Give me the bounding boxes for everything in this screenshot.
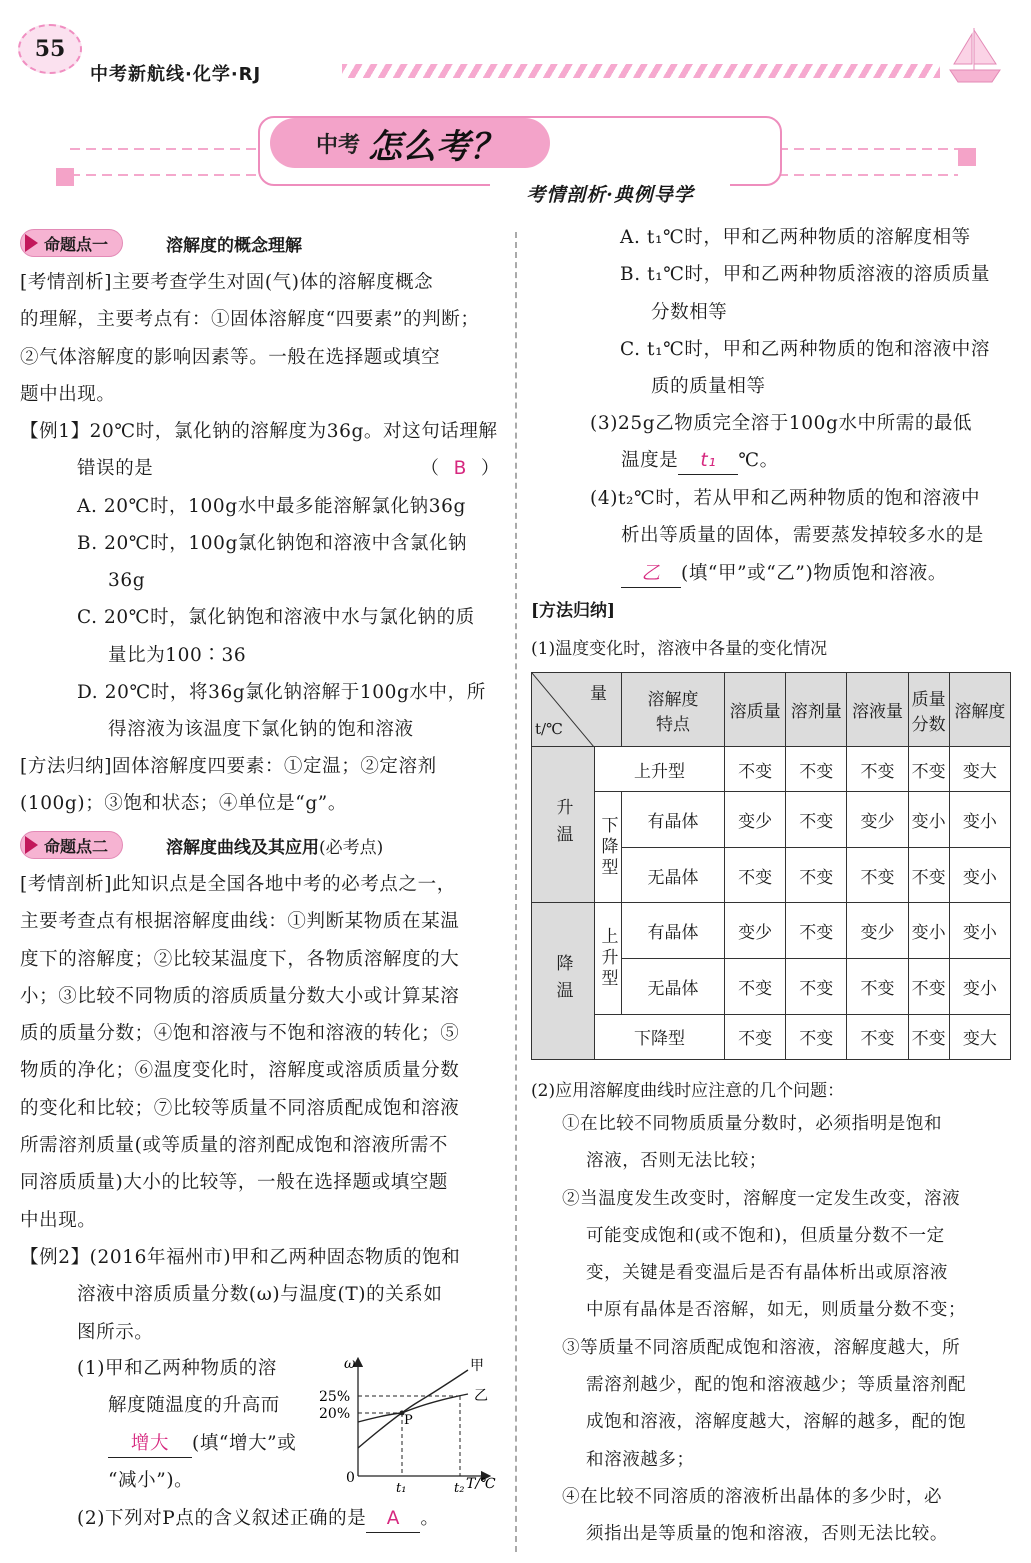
table-corner: 量 t/℃ [532, 673, 622, 747]
point-p-label: P [404, 1413, 413, 1428]
banner-line-right [778, 148, 958, 150]
method2-title: [方法归纳] [531, 601, 616, 621]
section1-title: 溶解度的概念理解 [166, 236, 302, 256]
q3-answer: t₁ [678, 448, 738, 475]
banner-subtitle: 考情剖析·典例导学 [490, 180, 730, 210]
th-solvent: 溶剂量 [786, 673, 847, 747]
section2-title: 溶解度曲线及其应用(必考点) [166, 838, 384, 858]
sailboat-icon [940, 20, 1010, 90]
option-d: D. 20℃时，将36g氯化钠溶解于100g水中，所 [77, 682, 486, 704]
option-c: C. 20℃时，氯化钠饱和溶液中水与氯化钠的质 [77, 607, 475, 629]
th-solubility-feature: 溶解度 特点 [622, 673, 725, 747]
section1-analysis: [考情剖析]主要考查学生对固(气)体的溶解度概念 的理解，主要考点有：①固体溶解度“四要素”的判断； ②气体溶解度的影响因素等。一般在选择题或填空 题中出现。 [20, 272, 480, 405]
curve-yi-label: 乙 [474, 1388, 488, 1404]
table-row: 下降型 不变 不变 不变 不变 变大 [532, 1014, 1011, 1059]
question3: (3)25g乙物质完全溶于100g水中所需的最低 温度是 t₁ ℃。 [590, 405, 1020, 480]
table-row: 升温 上升型 不变 不变 不变 不变 变大 [532, 747, 1011, 792]
banner-left: 中考 [315, 132, 360, 158]
play-icon [25, 234, 38, 252]
section2-analysis: [考情剖析]此知识点是全国各地中考的必考点之一， 主要考查点有根据溶解度曲线：①判断某物质在某温 度下的溶解度；②比较某温度下，各物质溶解度的大 小；③比较不同物质的溶质质量分数大小或计算某溶 质的质量分数；④饱和溶液与不饱和溶液的转化；⑤ 物质的净化；⑥温度变化时，溶解度或溶质质量分数 的变化和比较；⑦比较等质量不同溶质配成饱和溶液 所需溶剂质量(或等质量的溶剂配成饱和溶液所需不 同溶质质量)大小的比较等，一般在选择题或填空题 中出现。 [20, 874, 460, 1231]
banner-square-right [958, 148, 976, 166]
q4-answer: 乙 [621, 561, 681, 588]
x-tick-t1: t₁ [396, 1481, 407, 1496]
y-tick-20: 20% [319, 1406, 351, 1422]
change-table [531, 672, 1011, 1060]
example2: 【例2】(2016年福州市)甲和乙两种固态物质的饱和 溶液中溶质质量分数(ω)与温度(T)的关系如 图所示。 [20, 1247, 461, 1343]
option-b: B. 20℃时，100g氯化钠饱和溶液中含氯化钠 [77, 532, 468, 554]
question1: (1)甲和乙两种物质的溶 解度随温度的升高而 增大 (填“增大”或 “减小”)。 [77, 1358, 297, 1491]
example1-answer: B [453, 458, 467, 480]
curve-jia-label: 甲 [470, 1358, 484, 1374]
banner-title [270, 118, 550, 168]
q2-option-a: A. t₁℃时，甲和乙两种物质的溶解度相等 [620, 227, 971, 248]
table-row: 无晶体 不变 不变 不变 不变 变小 [532, 847, 1011, 903]
table-row: 下降型 有晶体 变少 不变 变少 变小 变小 [532, 792, 1011, 848]
q1-answer: 增大 [108, 1431, 192, 1458]
th-solution: 溶液量 [847, 673, 908, 747]
book-title: 中考新航线·化学·RJ [90, 64, 262, 85]
q2-options: A. t₁℃时，甲和乙两种物质的溶解度相等 B. t₁℃时，甲和乙两种物质溶液的溶质质量 分数相等 C. t₁℃时，甲和乙两种物质的饱和溶液中溶 质的质量相等 [620, 219, 1020, 405]
banner-line-right-2 [778, 174, 958, 176]
x-tick-t2: t₂ [454, 1481, 465, 1496]
page-number: 55 [18, 24, 82, 74]
th-solute: 溶质量 [725, 673, 786, 747]
q2-option-c: C. t₁℃时，甲和乙两种物质的饱和溶液中溶 [620, 338, 991, 360]
y-tick-25: 25% [319, 1389, 351, 1405]
section1-tag: 命题点一 [20, 229, 123, 257]
origin-label: 0 [346, 1470, 355, 1486]
column-divider [515, 232, 517, 1552]
x-axis-label: T/℃ [466, 1476, 496, 1492]
option-a: A. 20℃时，100g水中最多能溶解氯化钠36g [77, 495, 466, 517]
method2-sub2: (2)应用溶解度曲线时应注意的几个问题： [531, 1081, 845, 1101]
curve-yi [358, 1394, 468, 1422]
q2-answer: A [366, 1506, 420, 1533]
section1-method: [方法归纳]固体溶解度四要素：①定温；②定溶剂 (100g)；③饱和状态；④单位是“g”。 [20, 756, 437, 815]
header-stripe [342, 64, 940, 78]
example1: 【例1】20℃时，氯化钠的溶解度为36g。对这句话理解 错误的是 （ B ） A. 20℃时，100g水中最多能溶解氯化钠36g B. 20℃时，100g氯化钠饱和溶液中含氯化钠 36g C. 20℃时，氯化钠饱和溶液中水与氯化钠的质 量比为100∶36 D. 20℃时，将36g氯化钠溶解于100g水中，所 得溶液为该温度下氯化钠的饱和溶液 [20, 413, 510, 749]
banner-square-left [56, 168, 74, 186]
table-row: 无晶体 不变 不变 不变 不变 变小 [532, 959, 1011, 1015]
table-row: 降温 上升型 有晶体 变少 不变 变少 变小 变小 [532, 903, 1011, 959]
banner-line-left-2 [70, 174, 260, 176]
solubility-graph [318, 1352, 508, 1502]
th-solubility: 溶解度 [949, 673, 1010, 747]
th-fraction: 质量 分数 [908, 673, 949, 747]
question2: (2)下列对P点的含义叙述正确的是 A 。 [77, 1500, 517, 1537]
play-icon [25, 836, 38, 854]
method2-sub1: (1)温度变化时，溶液中各量的变化情况 [531, 639, 828, 659]
banner-line-left [70, 148, 260, 150]
banner-right: 怎么考？ [368, 126, 504, 167]
section2-tag: 命题点二 [20, 831, 123, 859]
notes: ①在比较不同物质质量分数时，必须指明是饱和 溶液，否则无法比较； ②当温度发生改变时，溶解度一定发生改变，溶液 可能变成饱和(或不饱和)，但质量分数不一定 变，关键是看变温后是否有晶体析出或原溶液 中原有晶体是否溶解，如无，则质量分数不变； ③等质量不同溶质配成饱和溶液，溶解度越大，所 需溶剂越少，配的饱和溶液越少；等质量溶剂配 成饱和溶液，溶解度越大，溶解的越多，配的饱 和溶液越多； ④在比较不同溶质的溶液析出晶体的多少时，必 须指出是等质量的饱和溶液，否则无法比较。 [562, 1114, 967, 1545]
question4: (4)t₂℃时，若从甲和乙两种物质的饱和溶液中 析出等质量的固体，需要蒸发掉较多水的是 乙 (填“甲”或“乙”)物质饱和溶液。 [590, 480, 1020, 592]
q2-option-b: B. t₁℃时，甲和乙两种物质溶液的溶质质量 [620, 264, 991, 286]
y-axis-label: ω [344, 1356, 356, 1372]
